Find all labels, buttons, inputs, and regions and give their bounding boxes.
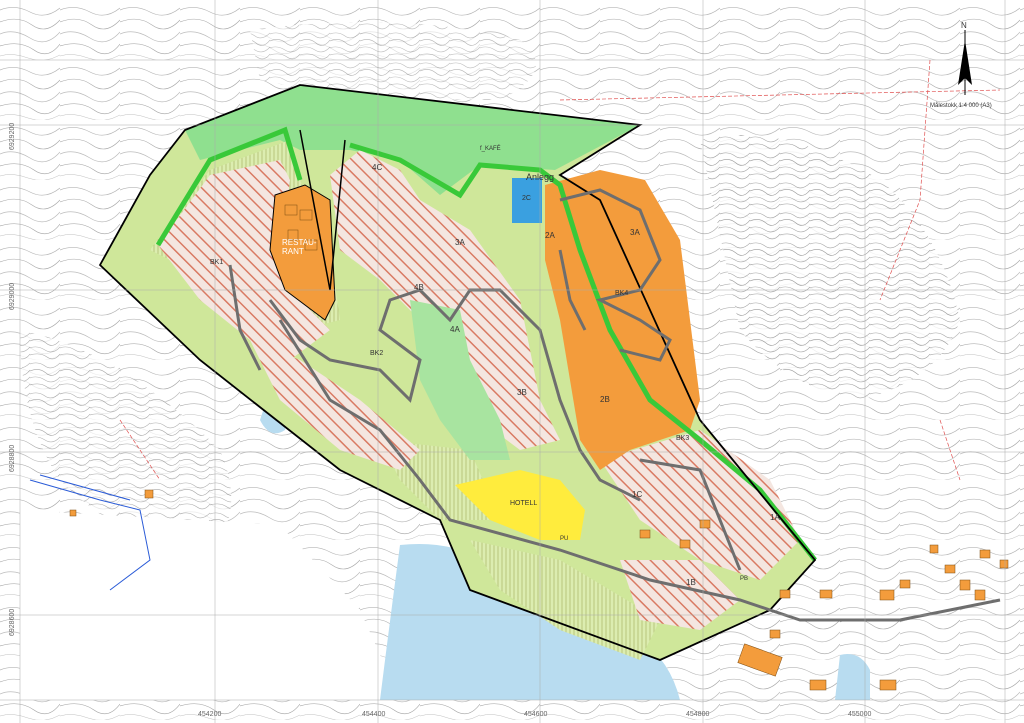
zone-3b-label: 3B bbox=[517, 388, 527, 397]
coord-x-1: 454200 bbox=[198, 711, 222, 718]
north-label: N bbox=[961, 21, 967, 30]
zone-1b-label: 1B bbox=[686, 578, 696, 587]
coord-y-1: 6929200 bbox=[9, 122, 16, 150]
restaurant-label: RESTAU-RANT bbox=[282, 238, 317, 256]
bk4-label: BK4 bbox=[615, 290, 629, 297]
zone-4c-label: 4C bbox=[372, 163, 383, 172]
zone-4b-label: 4B bbox=[414, 283, 424, 292]
zone-3a-right-label: 3A bbox=[630, 228, 640, 237]
scale-text: Målestokk 1:4 000 (A3) bbox=[930, 103, 992, 109]
coord-x-3: 454600 bbox=[524, 711, 548, 718]
bk3-label: BK3 bbox=[676, 435, 690, 442]
zone-2c-label: 2C bbox=[522, 195, 531, 202]
coord-y-3: 6928800 bbox=[9, 444, 16, 472]
anlegg-label: Anlegg bbox=[526, 172, 555, 182]
zone-4a-label: 4A bbox=[450, 325, 460, 334]
coord-x-2: 454400 bbox=[362, 711, 386, 718]
zone-1a-label: 1A bbox=[770, 513, 780, 522]
bk1-label: BK1 bbox=[210, 259, 224, 266]
pb-label: PB bbox=[740, 576, 749, 582]
hotell-label: HOTELL bbox=[510, 500, 538, 507]
coord-y-2: 6929000 bbox=[9, 282, 16, 310]
coord-x-5: 455000 bbox=[848, 711, 872, 718]
zone-3a-label: 3A bbox=[455, 238, 465, 247]
zone-2b-label: 2B bbox=[600, 395, 610, 404]
coord-y-4: 6928600 bbox=[9, 608, 16, 636]
bk2-label: BK2 bbox=[370, 350, 384, 357]
f-kafe-label: f_KAFÉ bbox=[480, 146, 501, 152]
pu-label: PU bbox=[560, 536, 569, 542]
zone-2a-label: 2A bbox=[545, 231, 555, 240]
zone-1c-label: 1C bbox=[632, 490, 643, 499]
coord-x-4: 454800 bbox=[686, 711, 710, 718]
